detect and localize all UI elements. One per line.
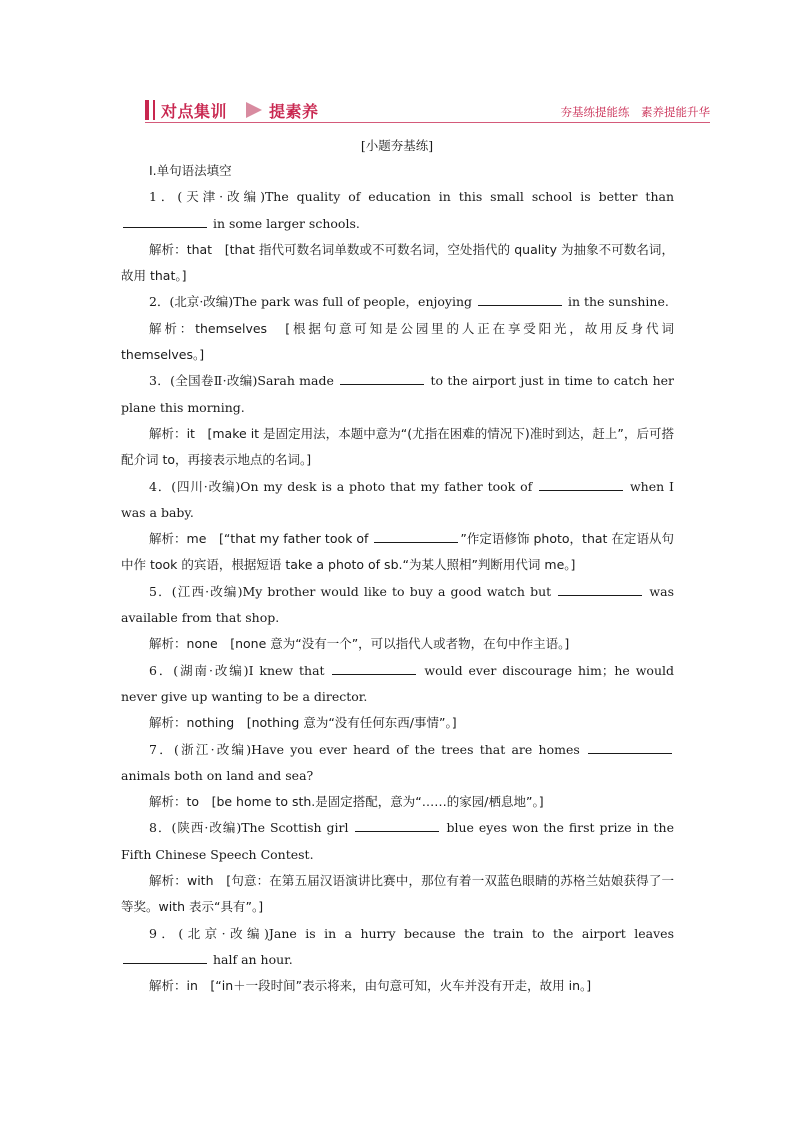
answer-text: themselves [根据句意可知是公园里的人正在享受阳光，故用反身代词 themselves。]	[121, 320, 674, 363]
answer-text: with [句意：在第五届汉语演讲比赛中，那位有着一双蓝色眼睛的苏格兰姑娘获得了一等奖。with 表示“具有”。]	[121, 873, 674, 915]
header-title-left: 对点集训	[161, 102, 228, 121]
question-8	[121, 815, 674, 868]
question-text: to the airport just in time to catch her plane this morning.	[121, 373, 674, 415]
header-bar-decoration	[145, 100, 149, 120]
question-text: 3．(全国卷Ⅱ·改编)Sarah made	[149, 373, 339, 389]
exercise-subtitle: [小题夯基练]	[360, 138, 434, 153]
question-text: 5．(江西·改编)My brother would like to buy a good watch but	[149, 583, 557, 599]
question-text: 2．(北京·改编)The park was full of people，enjoying	[149, 294, 476, 310]
exercise-content	[121, 158, 674, 1000]
answer-blank	[123, 951, 207, 964]
answer-text: none [none 意为“没有一个”，可以指代人或者物，在句中作主语。]	[186, 636, 570, 652]
answer-5	[121, 631, 674, 657]
answer-8	[121, 868, 674, 921]
answer-text: to [be home to sth.是固定搭配，意为“……的家园/栖息地”。]	[186, 794, 544, 810]
question-text: 7．(浙江·改编)Have you ever heard of the trees that are homes	[149, 741, 586, 757]
answer-blank	[539, 478, 623, 491]
question-text: 6．(湖南·改编)I knew that	[149, 662, 331, 678]
answer-text: ”作定语修饰 photo，that 在定语从句中作 took 的宾语，根据短语 take a photo of sb.“为某人照相”判断用代词 me。]	[121, 531, 674, 573]
question-1	[121, 184, 674, 237]
answer-blank	[478, 293, 562, 306]
answer-label: 解析：	[149, 241, 187, 257]
arrow-right-icon	[246, 102, 262, 118]
section-header	[145, 98, 710, 124]
question-9	[121, 921, 674, 974]
question-text: 1．(天津·改编)The quality of education in this small school is better than	[149, 189, 674, 205]
question-5	[121, 579, 674, 632]
answer-label: 解析：	[149, 636, 187, 652]
answer-2	[121, 316, 674, 369]
answer-text: in [“in＋一段时间”表示将来，由句意可知，火车并没有开走，故用 in。]	[186, 978, 592, 994]
answer-label: 解析：	[149, 978, 187, 994]
question-text: in some larger schools.	[209, 215, 360, 231]
answer-4	[121, 526, 674, 579]
header-title-right: 提素养	[269, 102, 319, 121]
question-7	[121, 737, 674, 790]
answer-1	[121, 237, 674, 290]
answer-label: 解析：	[149, 320, 196, 336]
question-3	[121, 368, 674, 421]
header-tagline: 夯基练提能练 素养提能升华	[560, 105, 710, 119]
header-divider	[145, 122, 710, 123]
answer-9	[121, 973, 674, 999]
question-text: 9．(北京·改编)Jane is in a hurry because the train to the airport leaves	[149, 925, 674, 941]
answer-text: that [that 指代可数名词单数或不可数名词，空处指代的 quality 为抽象不可数名词，故用 that。]	[121, 241, 674, 284]
question-text: would ever discourage him；he would never give up wanting to be a director.	[121, 662, 674, 704]
question-text: when I was a baby.	[121, 478, 674, 520]
question-text: 4．(四川·改编)On my desk is a photo that my father took of	[149, 478, 538, 494]
section-title: Ⅰ.单句语法填空	[149, 163, 232, 178]
answer-label: 解析：	[149, 425, 187, 441]
question-text: half an hour.	[209, 951, 293, 967]
question-6	[121, 658, 674, 711]
question-text: in the sunshine.	[563, 294, 669, 310]
answer-label: 解析：	[149, 794, 187, 810]
question-4	[121, 474, 674, 527]
question-text: blue eyes won the first prize in the Fifth Chinese Speech Contest.	[121, 820, 674, 862]
header-bar-decoration	[153, 100, 155, 120]
answer-blank	[340, 372, 424, 385]
answer-blank	[123, 215, 207, 228]
answer-blank	[355, 819, 439, 832]
answer-6	[121, 710, 674, 736]
answer-text: me [“that my father took of	[186, 531, 373, 547]
answer-blank	[374, 530, 458, 543]
answer-label: 解析：	[149, 531, 187, 547]
answer-blank	[332, 662, 416, 675]
answer-7	[121, 789, 674, 815]
question-2	[121, 289, 674, 315]
question-text: 8．(陕西·改编)The Scottish girl	[149, 820, 354, 836]
answer-text: nothing [nothing 意为“没有任何东西/事情”。]	[186, 715, 457, 731]
answer-label: 解析：	[149, 873, 187, 889]
answer-3	[121, 421, 674, 474]
answer-blank	[588, 741, 672, 754]
answer-label: 解析：	[149, 715, 187, 731]
answer-text: it [make it 是固定用法，本题中意为“(尤指在困难的情况下)准时到达，赶上”，后可搭配介词 to，再接表示地点的名词。]	[121, 425, 674, 468]
question-text: animals both on land and sea?	[121, 767, 314, 783]
question-text: was available from that shop.	[121, 583, 674, 626]
answer-blank	[558, 583, 642, 596]
